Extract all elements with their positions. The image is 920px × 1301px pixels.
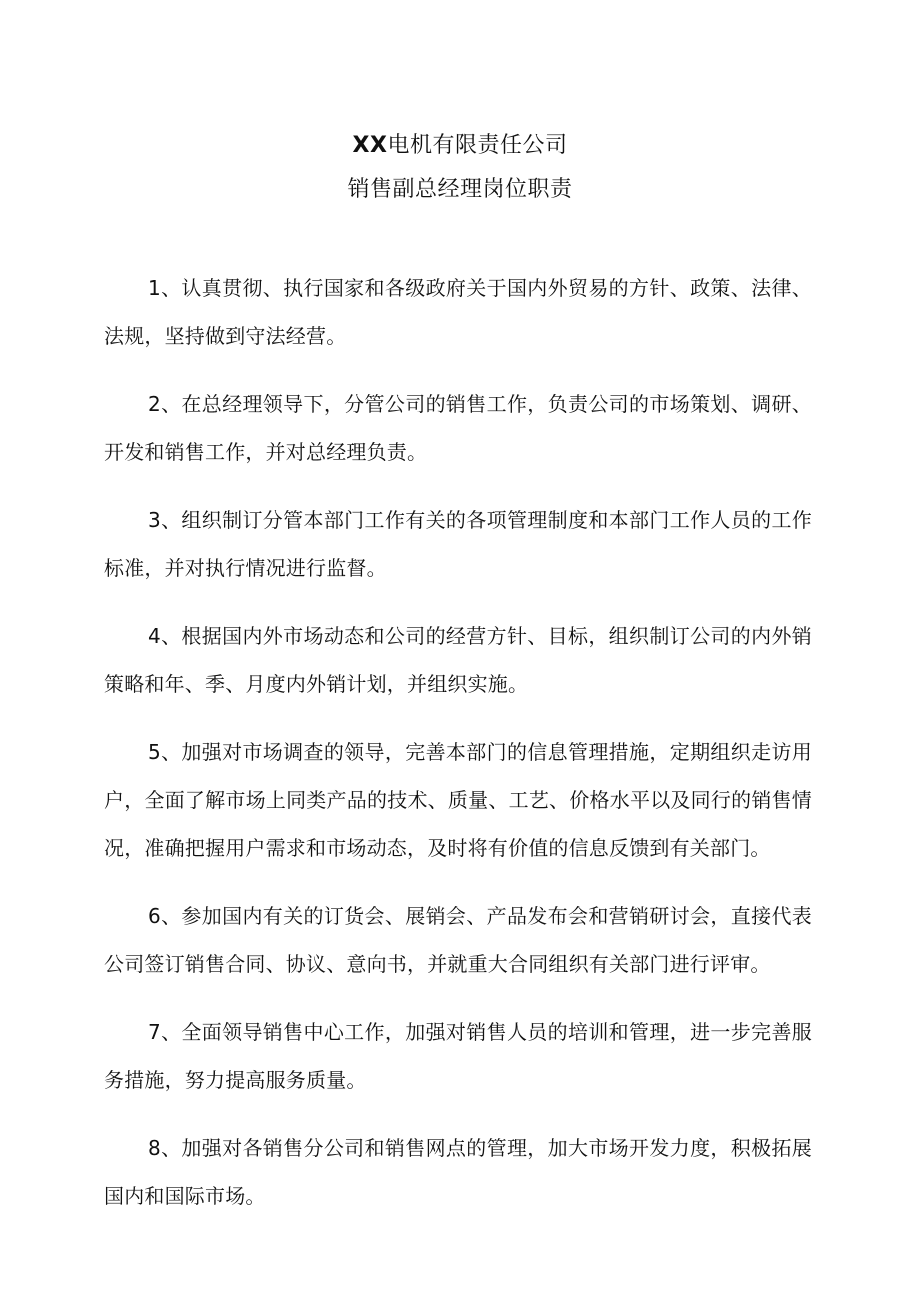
duty-paragraph: 3、组织制订分管本部门工作有关的各项管理制度和本部门工作人员的工作标准，并对执行情况进行监督。 xyxy=(104,508,812,580)
duty-paragraph: 5、加强对市场调查的领导，完善本部门的信息管理措施，定期组织走访用户，全面了解市场上同类产品的技术、质量、工艺、价格水平以及同行的销售情况，准确把握用户需求和市场动态，及时将有价值的信息反馈到有关部门。 xyxy=(104,740,812,860)
duty-paragraph: 2、在总经理领导下，分管公司的销售工作，负责公司的市场策划、调研、开发和销售工作，并对总经理负责。 xyxy=(104,392,812,464)
duty-paragraph: 8、加强对各销售分公司和销售网点的管理，加大市场开发力度，积极拓展国内和国际市场。 xyxy=(104,1136,812,1208)
document-subtitle: 销售副总经理岗位职责 xyxy=(347,177,573,202)
duty-paragraph: 4、根据国内外市场动态和公司的经营方针、目标，组织制订公司的内外销策略和年、季、月度内外销计划，并组织实施。 xyxy=(104,624,812,696)
title-prefix: XX xyxy=(352,133,388,158)
duty-paragraph: 1、认真贯彻、执行国家和各级政府关于国内外贸易的方针、政策、法律、法规，坚持做到守法经营。 xyxy=(104,276,812,348)
title-company-name: 电机有限责任公司 xyxy=(387,133,568,158)
title-block xyxy=(0,124,920,212)
document-body xyxy=(104,264,812,1240)
duty-paragraph: 7、全面领导销售中心工作，加强对销售人员的培训和管理，进一步完善服务措施，努力提高服务质量。 xyxy=(104,1020,812,1092)
duty-paragraph: 6、参加国内有关的订货会、展销会、产品发布会和营销研讨会，直接代表公司签订销售合同、协议、意向书，并就重大合同组织有关部门进行评审。 xyxy=(104,904,812,976)
document-title xyxy=(0,124,920,168)
